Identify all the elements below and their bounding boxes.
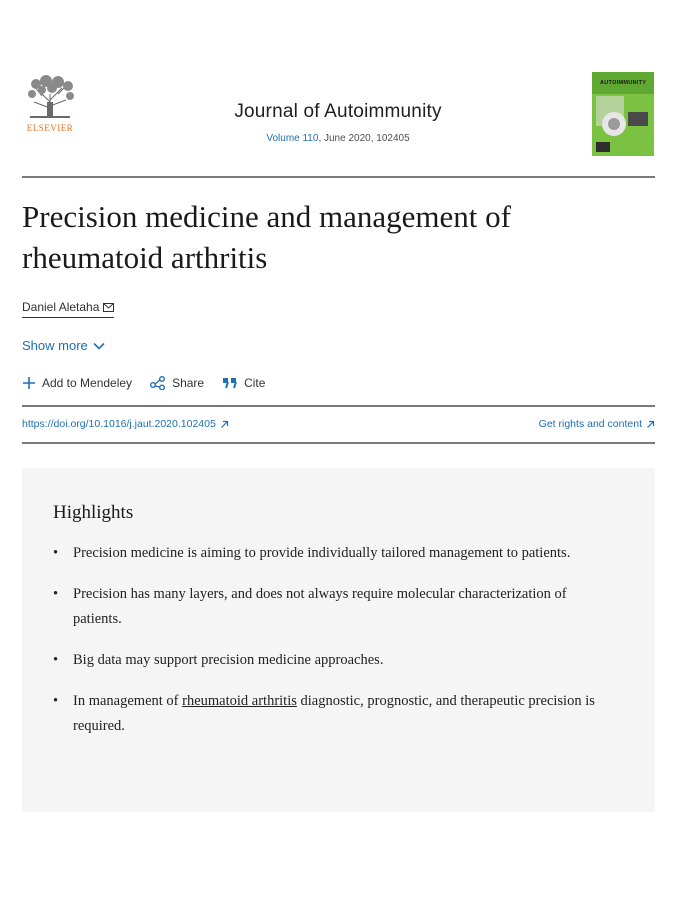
highlights-box xyxy=(22,468,655,812)
chevron-down-icon xyxy=(93,342,105,350)
external-link-arrow-icon xyxy=(646,420,655,429)
share-icon xyxy=(150,376,166,390)
journal-title[interactable]: Journal of Autoimmunity xyxy=(234,101,442,122)
add-to-mendeley-button[interactable] xyxy=(22,376,132,390)
rheumatoid-arthritis-link[interactable]: rheumatoid arthritis xyxy=(182,693,297,709)
share-label: Share xyxy=(172,376,205,390)
doi-link[interactable] xyxy=(22,418,229,430)
add-to-mendeley-label: Add to Mendeley xyxy=(42,376,133,390)
external-link-arrow-icon xyxy=(220,420,229,429)
quote-icon xyxy=(222,377,238,389)
cite-label: Cite xyxy=(244,376,266,390)
highlight-item: • Precision medicine is aiming to provide individually tailored management to patients. xyxy=(53,541,613,566)
highlights-list xyxy=(53,541,613,755)
highlights-heading: Highlights xyxy=(53,502,134,523)
journal-issue-info xyxy=(0,133,676,144)
show-more-button[interactable] xyxy=(22,338,105,353)
author-name: Daniel Aletaha xyxy=(22,300,100,314)
doi-text: https://doi.org/10.1016/j.jaut.2020.102405 xyxy=(22,418,216,430)
show-more-label: Show more xyxy=(22,338,88,353)
cite-button[interactable] xyxy=(222,376,265,390)
email-icon xyxy=(103,303,114,312)
highlight-text: In management of xyxy=(73,693,183,709)
cover-title-text: AUTOIMMUNITY xyxy=(600,80,647,86)
volume-link[interactable]: Volume 110 xyxy=(266,133,319,144)
rights-link[interactable] xyxy=(539,418,655,430)
highlight-item xyxy=(53,689,613,739)
issue-date: , June 2020, 102405 xyxy=(318,133,410,144)
journal-cover-thumbnail[interactable] xyxy=(592,72,654,156)
highlight-item: • Precision has many layers, and does not always require molecular characterization of patients. xyxy=(53,582,613,632)
article-actions xyxy=(22,376,265,390)
header-divider xyxy=(22,176,655,178)
rights-text: Get rights and content xyxy=(538,418,642,430)
links-divider xyxy=(22,442,655,444)
highlight-item: • Big data may support precision medicine approaches. xyxy=(53,648,613,673)
publisher-name: ELSEVIER xyxy=(26,123,74,133)
author-link[interactable] xyxy=(22,300,114,318)
article-title: Precision medicine and management of rheumatoid arthritis xyxy=(22,199,511,275)
plus-icon xyxy=(22,376,36,390)
actions-divider xyxy=(22,405,655,407)
highlight-text: diagnostic, prognostic, and therapeutic precision is required. xyxy=(73,693,595,734)
share-button[interactable] xyxy=(150,376,204,390)
article-links-row xyxy=(22,418,655,430)
